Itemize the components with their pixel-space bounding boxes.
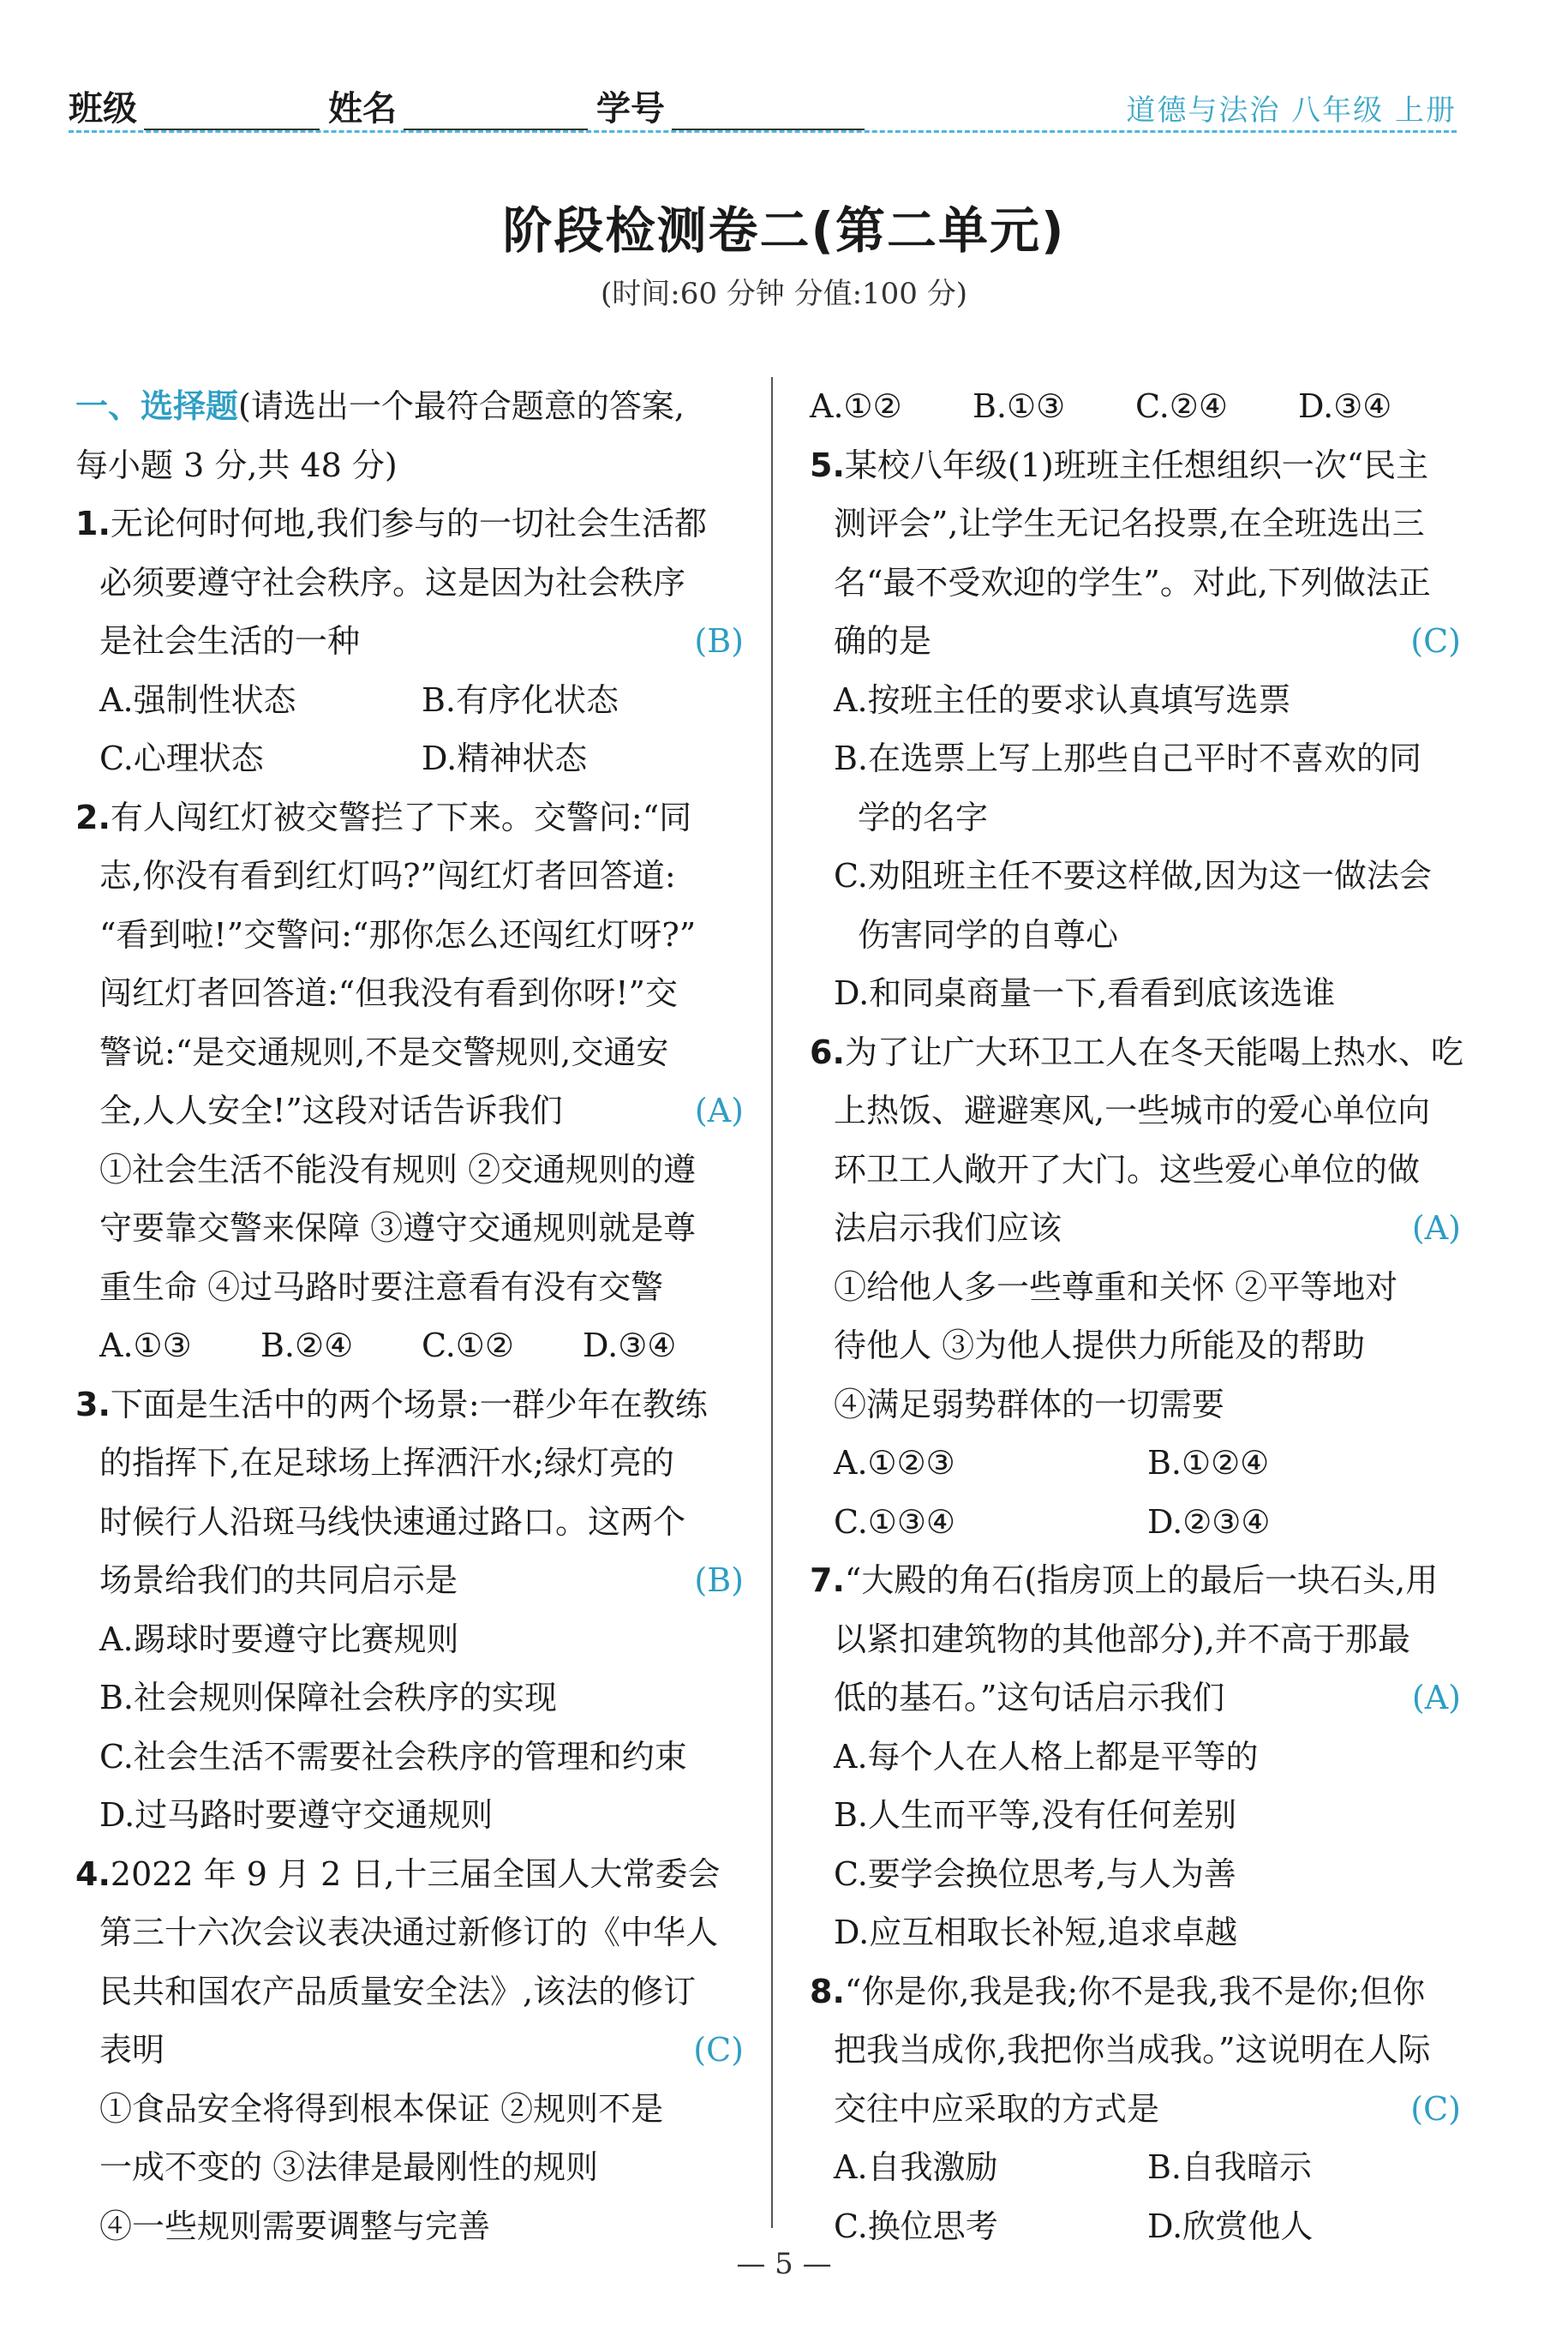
section-instructions-cont: 每小题 3 分,共 48 分) bbox=[75, 446, 398, 484]
section-heading bbox=[75, 377, 744, 436]
question-text bbox=[810, 2080, 1461, 2139]
section-instructions: (请选出一个最符合题意的答案, bbox=[238, 387, 685, 425]
question-text: 有人闯红灯被交警拦了下来。交警问:“同 bbox=[110, 798, 692, 836]
section-label: 一、选择题 bbox=[75, 387, 239, 425]
question-text bbox=[75, 1081, 744, 1141]
question-text: 以紧扣建筑物的其他部分),并不高于那最 bbox=[834, 1620, 1410, 1658]
question-text: 无论何时何地,我们参与的一切社会生活都 bbox=[110, 505, 707, 542]
student-info-fields bbox=[69, 81, 873, 130]
question-text-tail: 法启示我们应该 bbox=[834, 1209, 1062, 1247]
question-text-tail: 交往中应采取的方式是 bbox=[834, 2089, 1160, 2128]
option-a[interactable]: A.①②③ bbox=[834, 1444, 955, 1482]
column-divider bbox=[771, 377, 773, 2228]
question-text: 警说:“是交通规则,不是交警规则,交通安 bbox=[99, 1033, 669, 1071]
option-b[interactable]: B.②④ bbox=[260, 1327, 354, 1364]
right-column bbox=[810, 377, 1461, 2255]
statement-list: 待他人 ③为他人提供力所能及的帮助 bbox=[834, 1327, 1366, 1364]
question-text: 测评会”,让学生无记名投票,在全班选出三 bbox=[834, 505, 1425, 542]
statement-list: ①社会生活不能没有规则 ②交通规则的遵 bbox=[99, 1150, 697, 1189]
question-text: 2022 年 9 月 2 日,十三届全国人大常委会 bbox=[110, 1854, 721, 1893]
question-number: 2. bbox=[75, 798, 111, 836]
question-text: 上热饭、避避寒风,一些城市的爱心单位向 bbox=[834, 1092, 1431, 1129]
question-text: “你是你,我是我;你不是我,我不是你;但你 bbox=[844, 1972, 1426, 2010]
question-2-stem bbox=[75, 788, 744, 848]
question-text: 民共和国农产品质量安全法》,该法的修订 bbox=[99, 1972, 697, 2010]
question-text-tail: 全,人人安全!”这段对话告诉我们 bbox=[99, 1092, 563, 1129]
question-number: 6. bbox=[810, 1033, 845, 1071]
page-header bbox=[69, 81, 1457, 133]
question-number: 5. bbox=[810, 446, 845, 484]
option-d[interactable]: D.②③④ bbox=[1147, 1502, 1271, 1541]
question-1-stem bbox=[75, 494, 744, 554]
question-text bbox=[75, 2021, 744, 2080]
question-4-options bbox=[810, 377, 1461, 436]
question-2-options bbox=[75, 1316, 744, 1375]
option-a[interactable]: A.强制性状态 bbox=[99, 680, 296, 719]
answer-mark: (A) bbox=[1411, 1679, 1461, 1716]
answer-mark: (A) bbox=[694, 1092, 744, 1129]
option-a[interactable]: A.踢球时要遵守比赛规则 bbox=[99, 1620, 459, 1658]
question-number: 4. bbox=[75, 1854, 111, 1893]
option-c[interactable]: C.换位思考 bbox=[834, 2207, 998, 2245]
option-c-cont: 伤害同学的自尊心 bbox=[858, 915, 1119, 954]
question-3-stem bbox=[75, 1375, 744, 1435]
question-text bbox=[75, 1551, 744, 1610]
answer-mark: (C) bbox=[1410, 622, 1461, 660]
question-text-tail: 是社会生活的一种 bbox=[99, 622, 361, 660]
question-6-options bbox=[810, 1434, 1461, 1493]
question-text: 为了让广大环卫工人在冬天能喝上热水、吃 bbox=[844, 1033, 1463, 1071]
option-c[interactable]: C.劝阻班主任不要这样做,因为这一做法会 bbox=[834, 857, 1432, 895]
question-8-options bbox=[810, 2138, 1461, 2197]
page-number: — 5 — bbox=[736, 2247, 832, 2281]
option-d[interactable]: D.精神状态 bbox=[422, 740, 588, 777]
question-text: 志,你没有看到红灯吗?”闯红灯者回答道: bbox=[99, 857, 676, 895]
question-text-tail: 低的基石。”这句话启示我们 bbox=[834, 1679, 1225, 1716]
statement-list: ①给他人多一些尊重和关怀 ②平等地对 bbox=[834, 1267, 1398, 1306]
question-number: 1. bbox=[75, 505, 111, 542]
question-text: 某校八年级(1)班班主任想组织一次“民主 bbox=[844, 446, 1429, 484]
question-text-tail: 确的是 bbox=[834, 622, 932, 660]
option-d[interactable]: D.和同桌商量一下,看看到底该选谁 bbox=[834, 974, 1336, 1012]
question-text: 下面是生活中的两个场景:一群少年在教练 bbox=[110, 1385, 708, 1423]
name-blank[interactable] bbox=[404, 94, 588, 130]
header-divider bbox=[69, 130, 1457, 133]
option-b[interactable]: B.社会规则保障社会秩序的实现 bbox=[99, 1679, 558, 1716]
question-8-stem bbox=[810, 1962, 1461, 2022]
question-text: 环卫工人敞开了大门。这些爱心单位的做 bbox=[834, 1150, 1421, 1189]
statement-list: 守要靠交警来保障 ③遵守交通规则就是尊 bbox=[99, 1209, 697, 1247]
option-b[interactable]: B.在选票上写上那些自己平时不喜欢的同 bbox=[834, 740, 1422, 777]
exam-info: (时间:60 分钟 分值:100 分) bbox=[600, 277, 968, 311]
class-label: 班级 bbox=[69, 89, 137, 129]
question-text: 时候行人沿斑马线快速通过路口。这两个 bbox=[99, 1502, 686, 1541]
option-a[interactable]: A.①③ bbox=[99, 1327, 192, 1364]
question-text-tail: 场景给我们的共同启示是 bbox=[99, 1561, 458, 1599]
option-c[interactable]: C.②④ bbox=[1135, 387, 1228, 425]
question-text: 的指挥下,在足球场上挥洒汗水;绿灯亮的 bbox=[99, 1444, 674, 1482]
student-id-label: 学号 bbox=[596, 89, 665, 129]
question-text: 必须要遵守社会秩序。这是因为社会秩序 bbox=[99, 563, 686, 602]
question-1-options bbox=[75, 729, 744, 788]
option-b-cont: 学的名字 bbox=[858, 798, 989, 836]
question-4-stem bbox=[75, 1845, 744, 1904]
question-number: 3. bbox=[75, 1385, 111, 1423]
question-text: 名“最不受欢迎的学生”。对此,下列做法正 bbox=[834, 563, 1431, 602]
option-c[interactable]: C.社会生活不需要社会秩序的管理和约束 bbox=[99, 1737, 687, 1776]
answer-mark: (A) bbox=[1411, 1209, 1461, 1247]
option-b[interactable]: B.自我暗示 bbox=[1147, 2148, 1313, 2186]
left-column bbox=[75, 377, 744, 2255]
option-c[interactable]: C.要学会换位思考,与人为善 bbox=[834, 1854, 1236, 1893]
question-6-stem bbox=[810, 1023, 1461, 1082]
question-text: 闯红灯者回答道:“但我没有看到你呀!”交 bbox=[99, 974, 678, 1012]
statement-list: ④满足弱势群体的一切需要 bbox=[834, 1385, 1225, 1423]
option-d[interactable]: D.应互相取长补短,追求卓越 bbox=[834, 1914, 1238, 1951]
question-7-stem bbox=[810, 1551, 1461, 1610]
option-b[interactable]: B.有序化状态 bbox=[422, 680, 619, 719]
question-6-options bbox=[810, 1493, 1461, 1552]
question-text bbox=[75, 612, 744, 671]
statement-list: ④一些规则需要调整与完善 bbox=[99, 2207, 491, 2245]
class-blank[interactable] bbox=[144, 94, 320, 130]
option-d[interactable]: D.过马路时要遵守交通规则 bbox=[99, 1796, 494, 1834]
question-text: “看到啦!”交警问:“那你怎么还闯红灯呀?” bbox=[99, 915, 697, 954]
option-a[interactable]: A.每个人在人格上都是平等的 bbox=[834, 1737, 1259, 1776]
option-b[interactable]: B.①③ bbox=[973, 387, 1066, 425]
name-label: 姓名 bbox=[328, 89, 397, 129]
option-b[interactable]: B.①②④ bbox=[1147, 1444, 1270, 1482]
answer-mark: (C) bbox=[1410, 2089, 1461, 2128]
question-text: “大殿的角石(指房顶上的最后一块石头,用 bbox=[844, 1561, 1439, 1599]
option-a[interactable]: A.自我激励 bbox=[834, 2148, 998, 2186]
page-title: 阶段检测卷二(第二单元) bbox=[502, 201, 1066, 260]
question-text bbox=[810, 612, 1461, 671]
option-c[interactable]: C.①② bbox=[422, 1327, 514, 1364]
answer-mark: (B) bbox=[694, 1561, 744, 1599]
option-c[interactable]: C.①③④ bbox=[834, 1502, 955, 1541]
statement-list: 一成不变的 ③法律是最刚性的规则 bbox=[99, 2148, 599, 2186]
option-d[interactable]: D.欣赏他人 bbox=[1147, 2207, 1314, 2245]
option-c[interactable]: C.心理状态 bbox=[99, 740, 264, 777]
option-a[interactable]: A.按班主任的要求认真填写选票 bbox=[834, 680, 1291, 719]
option-a[interactable]: A.①② bbox=[810, 387, 902, 425]
question-text bbox=[810, 1199, 1461, 1258]
answer-mark: (B) bbox=[694, 622, 744, 660]
question-5-stem bbox=[810, 436, 1461, 495]
answer-mark: (C) bbox=[693, 2031, 744, 2069]
question-number: 8. bbox=[810, 1972, 845, 2010]
statement-list: ①食品安全将得到根本保证 ②规则不是 bbox=[99, 2089, 664, 2128]
question-1-options bbox=[75, 671, 744, 730]
question-text-tail: 表明 bbox=[99, 2031, 165, 2069]
question-number: 7. bbox=[810, 1561, 845, 1599]
question-text: 第三十六次会议表决通过新修订的《中华人 bbox=[99, 1914, 719, 1951]
statement-list: 重生命 ④过马路时要注意看有没有交警 bbox=[99, 1267, 664, 1306]
question-text: 把我当成你,我把你当成我。”这说明在人际 bbox=[834, 2031, 1431, 2069]
option-d[interactable]: D.③④ bbox=[583, 1327, 677, 1364]
question-text bbox=[810, 1668, 1461, 1728]
subject-label: 道德与法治 八年级 上册 bbox=[1126, 93, 1457, 128]
student-id-blank[interactable] bbox=[672, 94, 865, 130]
option-b[interactable]: B.人生而平等,没有任何差别 bbox=[834, 1796, 1237, 1834]
option-d[interactable]: D.③④ bbox=[1298, 387, 1392, 425]
